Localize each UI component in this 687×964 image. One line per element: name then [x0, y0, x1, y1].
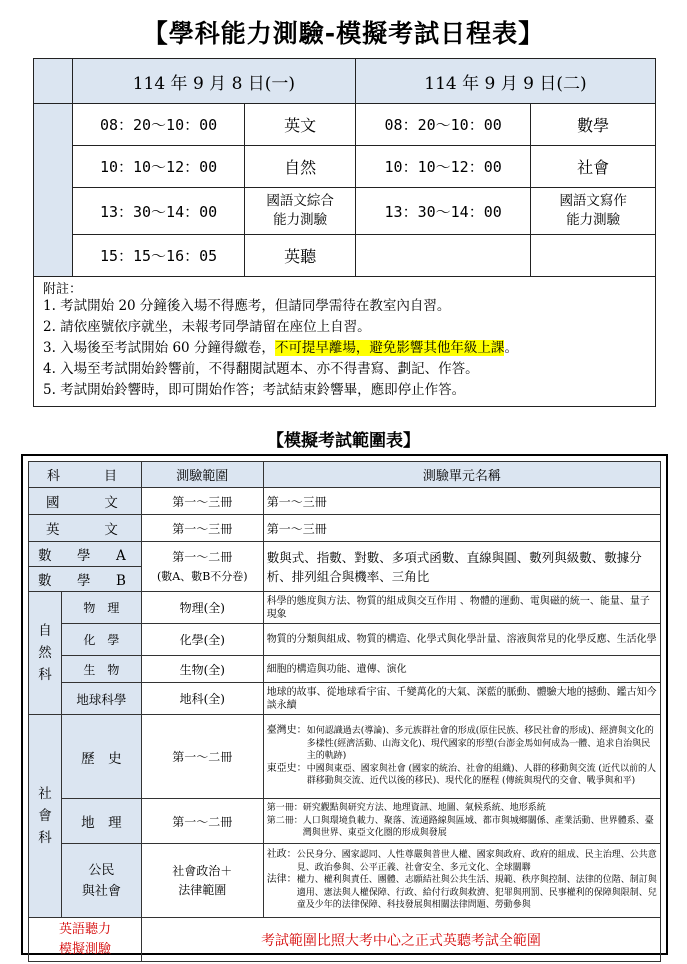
range-row-listening [29, 918, 661, 962]
note-item: 1. 考試開始 20 分鐘後入場不得應考，但請同學需待在教室內自習。 [43, 298, 451, 314]
day1-header: 114 年 9 月 8 日(一) [72, 59, 355, 104]
subject-name: 國 文 [29, 488, 142, 515]
geography-b1-text: 研究觀點與研究方法、地理資訊、地圖、氣候系統、地形系統 [302, 803, 546, 814]
time-cell: 08：20～10：00 [355, 104, 530, 146]
scope-cell: 地科(全) [141, 683, 263, 715]
range-table [28, 461, 661, 962]
history-ea-label: 東亞史： [266, 762, 307, 774]
units-cell: 考試範圍比照大考中心之正式英聽考試全範圍 [141, 918, 660, 962]
time-cell: 10：10～12：00 [72, 146, 244, 188]
time-cell: 13：30～14：00 [72, 188, 244, 235]
range-row-physics [29, 592, 661, 624]
units-cell [263, 844, 660, 918]
units-cell: 物質的分類與組成、物質的構造、化學式與化學計量、溶液與常見的化學反應、生活化學 [263, 624, 660, 656]
note-text: 3. 入場後至考試開始 60 分鐘得繳卷， [43, 340, 275, 356]
header-units: 測驗單元名稱 [263, 462, 660, 488]
note-item: 5. 考試開始鈴響時，即可開始作答；考試結束鈴響畢，應即停止作答。 [43, 382, 466, 398]
time-cell: 15：15～16：05 [72, 235, 244, 277]
subject-cell [531, 188, 656, 235]
scope-cell: 化學(全) [141, 624, 263, 656]
schedule-side-cell [34, 104, 73, 277]
scope-cell [141, 542, 263, 592]
subject-line: 能力測驗 [273, 212, 328, 228]
subject-name: 數 學 B [29, 567, 142, 592]
history-tw-label: 臺灣史： [266, 725, 307, 737]
history-ea-text: 中國與東亞、國家與社會 (國家的統治、社會的組織)、人群的移動與交流 (近代以前的人群移動與交流、近代以後的移民)、現代化的歷程 (傳統與現代的交會、戰爭與和平) [306, 763, 656, 787]
header-subject: 科 目 [29, 462, 142, 488]
subject-cell: 數學 [531, 104, 656, 146]
subject-cell: 英文 [245, 104, 356, 146]
units-cell: 地球的故事、從地球看宇宙、千變萬化的大氣、深藍的脈動、體驗大地的撼動、鑑古知今談永續 [263, 683, 660, 715]
range-row-history [29, 715, 661, 799]
note-item: 2. 請依座號依序就坐，未報考同學請留在座位上自習。 [43, 319, 371, 335]
time-cell: 10：10～12：00 [355, 146, 530, 188]
subject-line: 能力測驗 [566, 212, 621, 228]
subject-name: 英 文 [29, 515, 142, 542]
subject-name: 地球科學 [61, 683, 141, 715]
units-cell: 科學的態度與方法、物質的組成與交互作用 、物體的運動、電與磁的統一、能量、量子現象 [263, 592, 660, 624]
geography-b1 [267, 802, 657, 815]
units-cell: 第一～三冊 [263, 515, 660, 542]
scope-cell: 物理(全) [141, 592, 263, 624]
listening-name-line: 英語聽力 [58, 921, 111, 937]
range-row-math-a [29, 542, 661, 567]
day2-header: 114 年 9 月 9 日(二) [355, 59, 655, 104]
subject-line: 國語文綜合 [266, 193, 334, 209]
range-row-earth [29, 683, 661, 715]
range-title: 【模擬考試範圍表】 [267, 431, 420, 451]
range-row-chinese [29, 488, 661, 515]
note-highlight: 不可提早離場，避免影響其他年級上課 [274, 340, 505, 356]
geography-b2 [267, 815, 657, 840]
note-text-end: 。 [504, 340, 518, 356]
schedule-table [33, 58, 656, 277]
geography-b2-label: 第二冊： [266, 815, 303, 826]
social-label: 社會科 [38, 786, 52, 846]
units-cell [263, 715, 660, 799]
history-tw-text: 如何認識過去(導論)、多元族群社會的形成(原住民族、移民社會的形成)、經濟與文化的多樣性(經濟活動、山海文化)、現代國家的形塑(台澎金馬如何成為一體、追求自治與民主的軌跡) [306, 726, 654, 762]
schedule-row [34, 146, 656, 188]
range-row-english [29, 515, 661, 542]
geography-b2-text: 人口與環境負載力、聚落、流通路線與區域、都市與城鄉關係、產業活動、世界體系、臺灣與世界、東亞文化圈的形成與發展 [302, 815, 654, 839]
units-cell: 細胞的構造與功能、遺傳、演化 [263, 656, 660, 683]
schedule-row [34, 188, 656, 235]
civics-law-text: 權力、權利與責任、團體、志願結社與公共生活、規範、秩序與控制、法律的位階、制訂與適用、憲法與人權保障、行政、給付行政與救濟、犯罪與刑罰、民事權利的保障與限制、兒童及少年的法律保障、科技發展與相關法律問題、勞動參與 [296, 875, 657, 911]
units-cell: 第一～三冊 [263, 488, 660, 515]
science-group-label [29, 592, 62, 715]
civics-law [267, 874, 657, 912]
scope-line: 社會政治＋ [172, 863, 233, 878]
history-tw [267, 725, 657, 763]
civics-soc [267, 849, 657, 874]
range-row-geography [29, 799, 661, 844]
scope-cell: 第一～二冊 [141, 799, 263, 844]
scope-line: 第一～二冊 [172, 549, 233, 564]
civics-name-line: 公民 [88, 862, 115, 878]
scope-cell: 第一～二冊 [141, 715, 263, 799]
notes-box [33, 266, 656, 407]
range-row-biology [29, 656, 661, 683]
subject-cell [245, 188, 356, 235]
subject-name: 數 學 A [29, 542, 142, 567]
science-label: 自然科 [38, 623, 52, 683]
civics-law-label: 法律： [266, 874, 297, 886]
range-row-chemistry [29, 624, 661, 656]
range-header-row [29, 462, 661, 488]
subject-name [61, 844, 141, 918]
subject-cell: 自然 [245, 146, 356, 188]
civics-name-line: 與社會 [81, 883, 121, 899]
range-frame [21, 454, 668, 955]
schedule-corner [34, 59, 73, 104]
header-scope: 測驗範圍 [141, 462, 263, 488]
scope-cell: 第一～三冊 [141, 488, 263, 515]
history-ea [267, 763, 657, 788]
civics-soc-label: 社政： [266, 849, 297, 861]
subject-line: 國語文寫作 [559, 193, 627, 209]
social-group-label [29, 715, 62, 918]
subject-name: 歷 史 [61, 715, 141, 799]
note-item: 4. 入場至考試開始鈴響前，不得翻閱試題本、亦不得書寫、劃記、作答。 [43, 361, 479, 377]
subject-name [29, 918, 142, 962]
scope-cell: 生物(全) [141, 656, 263, 683]
notes-list [43, 296, 518, 401]
subject-name: 生 物 [61, 656, 141, 683]
scope-line: 法律範圍 [178, 882, 227, 897]
subject-name: 物 理 [61, 592, 141, 624]
listening-name-line: 模擬測驗 [58, 941, 111, 957]
civics-soc-text: 公民身分、國家認同、人性尊嚴與普世人權、國家與政府、政府的組成、民主治理、公共意見、政治參與、公平正義、社會安全、多元文化、全球關聯 [296, 850, 657, 873]
units-cell [263, 799, 660, 844]
schedule-header-row [34, 59, 656, 104]
time-cell: 08：20～10：00 [72, 104, 244, 146]
time-cell: 13：30～14：00 [355, 188, 530, 235]
geography-b1-label: 第一冊： [266, 803, 303, 814]
subject-name: 地 理 [61, 799, 141, 844]
schedule-title: 【學科能力測驗-模擬考試日程表】 [142, 19, 545, 48]
subject-name: 化 學 [61, 624, 141, 656]
subject-cell: 社會 [531, 146, 656, 188]
scope-cell [141, 844, 263, 918]
range-row-civics [29, 844, 661, 918]
notes-title: 附註： [43, 282, 83, 297]
note-item [43, 338, 518, 359]
schedule-row [34, 104, 656, 146]
units-cell: 數與式、指數、對數、多項式函數、直線與圓、數列與級數、數據分析、排列組合與機率、三角比 [263, 542, 660, 592]
scope-cell: 第一～三冊 [141, 515, 263, 542]
subject-cell: 英聽 [245, 235, 356, 277]
scope-line: (數A、數B不分卷) [156, 569, 248, 583]
